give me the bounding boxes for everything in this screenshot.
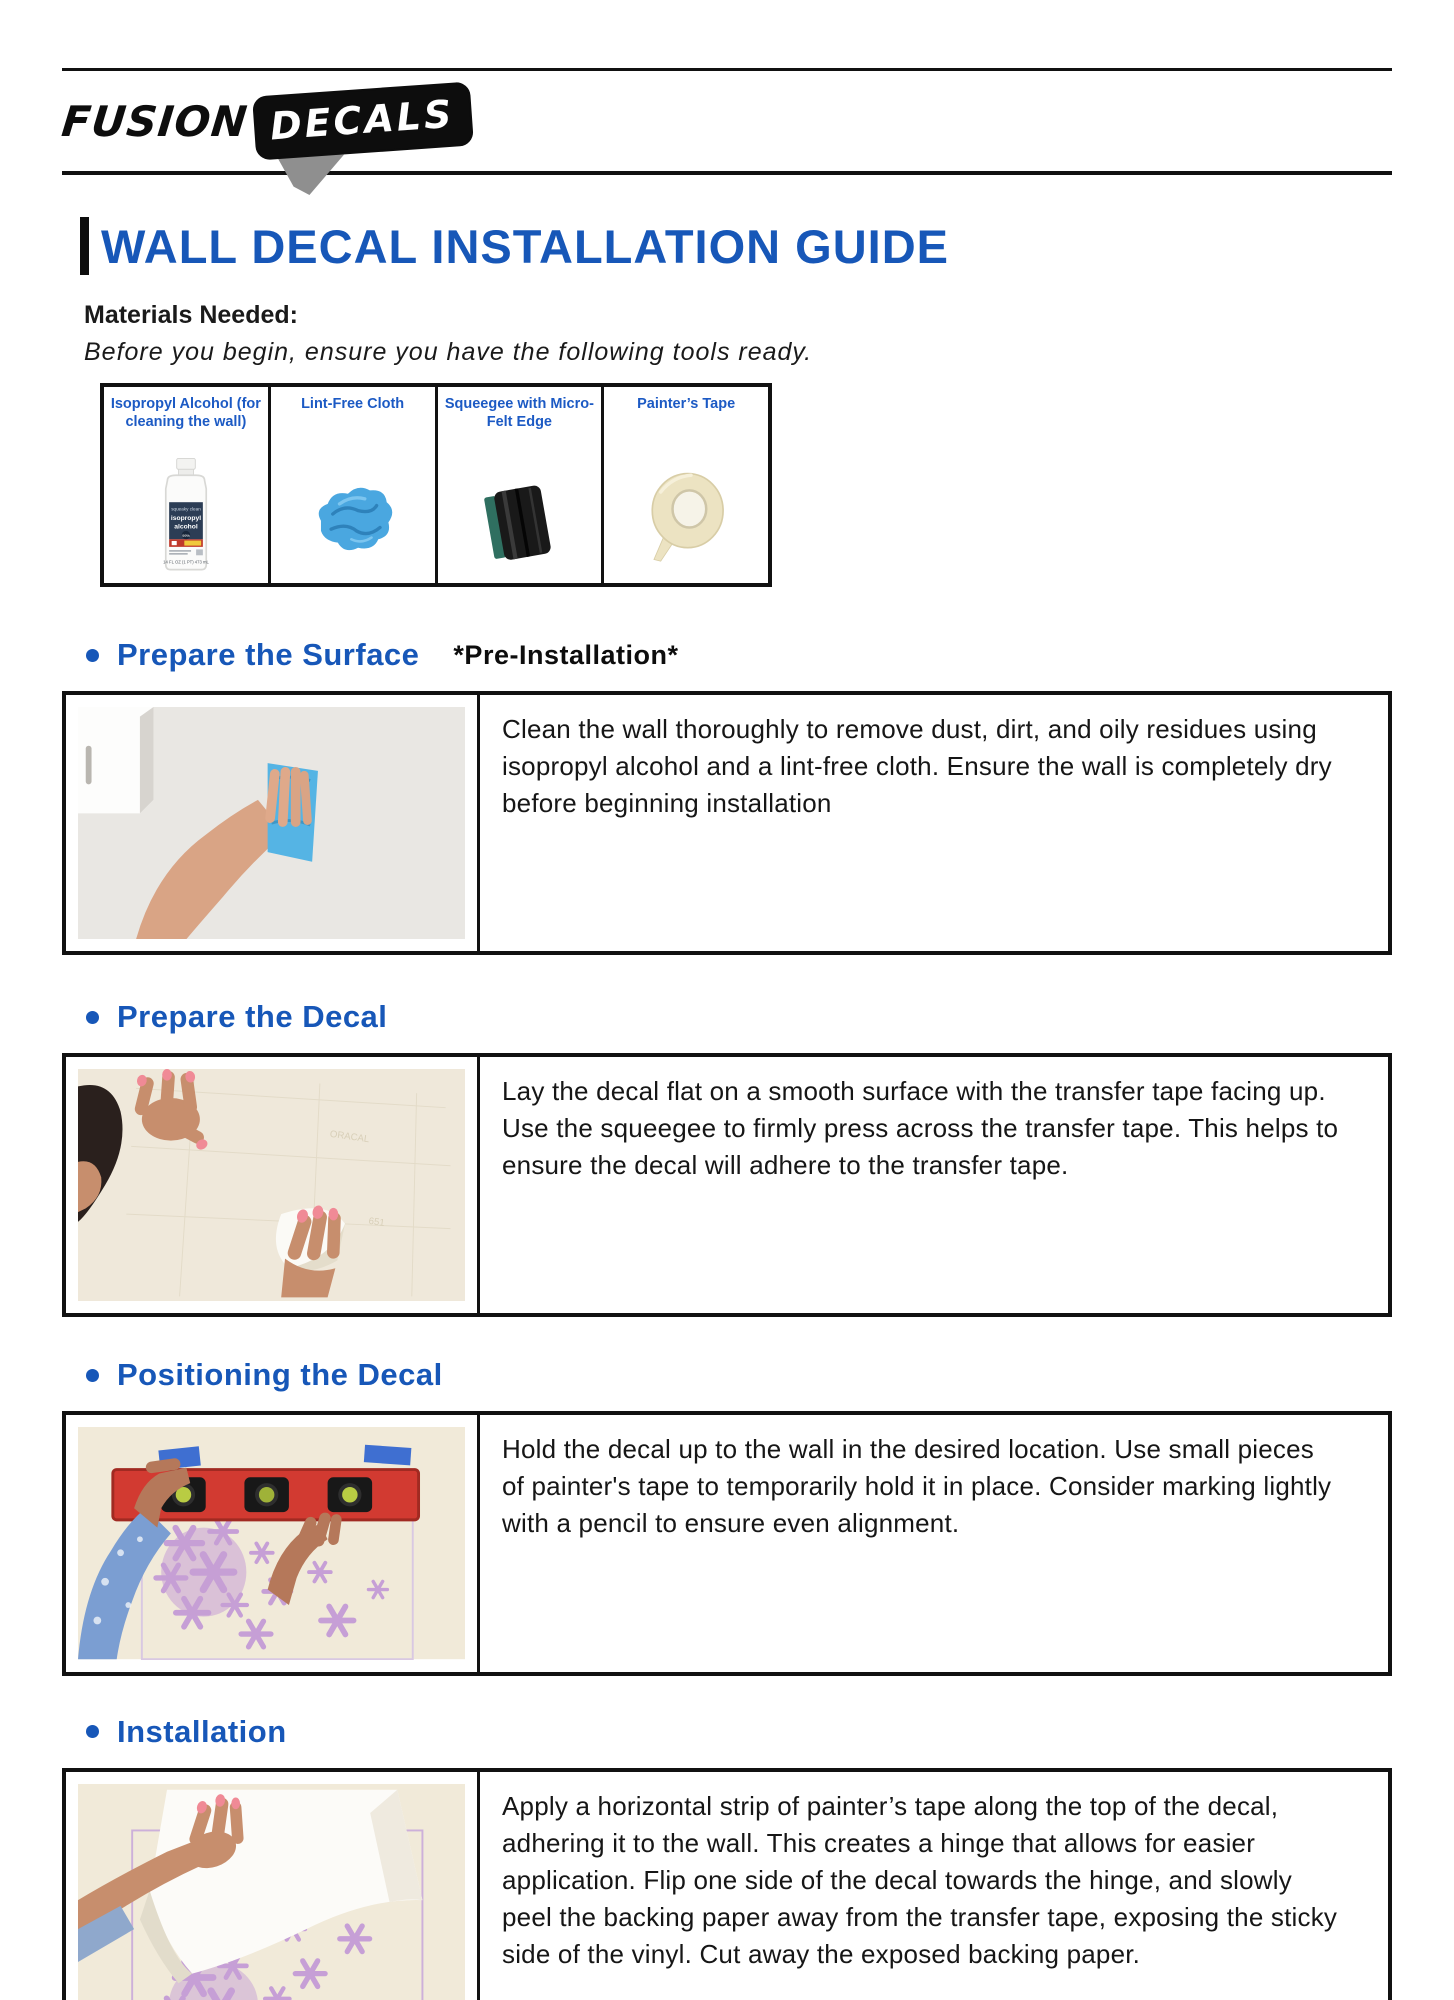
step-row-prepare-decal: [62, 1053, 1392, 1317]
bullet-icon: [86, 649, 99, 662]
step-instructions: Clean the wall thoroughly to remove dust, dirt, and oily residues using isopropyl alcohol and a lint-free cloth. Ensure the wall is completely dry before beginning installation: [502, 714, 1332, 818]
section-title: Prepare the Decal: [117, 999, 388, 1035]
bullet-icon: [86, 1011, 99, 1024]
hands-pressing-decal-photo: [78, 1069, 465, 1301]
title-row: [80, 217, 1392, 275]
step-row-positioning-decal: [62, 1411, 1392, 1675]
svg-text:14 FL OZ (1 PT) 473 mL: 14 FL OZ (1 PT) 473 mL: [163, 559, 209, 565]
section-heading-prepare-decal: [64, 999, 1392, 1035]
section-title: Installation: [117, 1713, 287, 1749]
bullet-icon: [86, 1725, 99, 1738]
materials-table: [100, 383, 772, 587]
pre-installation-note: *Pre-Installation*: [453, 639, 679, 670]
isopropyl-alcohol-bottle-icon: [121, 455, 251, 573]
svg-text:isopropyl: isopropyl: [170, 514, 202, 522]
material-item-squeegee: [435, 387, 602, 583]
section-heading-prepare-surface: [64, 637, 1392, 673]
title-accent-bar: [80, 217, 89, 275]
painters-tape-roll-icon: [621, 455, 751, 573]
squeegee-icon: [454, 455, 584, 573]
svg-text:alcohol: alcohol: [174, 523, 198, 531]
section-title: Prepare the Surface: [117, 637, 420, 672]
step-photo-cell: [66, 1415, 480, 1671]
header: [59, 71, 1392, 171]
section-heading-positioning-decal: [64, 1357, 1392, 1393]
step-photo-cell: [66, 1772, 480, 2000]
hand-peeling-backing-paper-photo: [78, 1784, 465, 2000]
section-title: Positioning the Decal: [117, 1357, 443, 1393]
material-label: Painter’s Tape: [637, 396, 736, 412]
step-instructions: Hold the decal up to the wall in the desired location. Use small pieces of painter's tape to temporarily hold it in place. Consider marking lightly with a pencil to ensure even alignment.: [502, 1434, 1332, 1539]
logo-fusion-text: FUSION: [59, 96, 251, 146]
svg-text:ORACAL: ORACAL: [329, 1128, 370, 1146]
svg-text:651: 651: [367, 1216, 386, 1230]
material-item-isopropyl-alcohol: [104, 387, 268, 583]
material-item-painters-tape: [601, 387, 768, 583]
svg-text:99%: 99%: [182, 533, 190, 538]
step-instructions: Apply a horizontal strip of painter’s tape along the top of the decal, adhering it to the wall. This creates a hinge that allows for easier application. Flip one side of the decal towards the hinge, and slowly peel the backing paper away from the transfer tape, exposing the sticky side of the vinyl. Cut away the exposed backing paper.: [502, 1790, 1338, 1969]
material-label: Lint-Free Cloth: [301, 396, 405, 412]
step-row-installation: [62, 1768, 1392, 2000]
fusion-decals-logo: [59, 91, 470, 151]
hand-wiping-wall-photo: [78, 707, 465, 939]
step-row-prepare-surface: [62, 691, 1392, 955]
logo-decals-text: DECALS: [268, 91, 456, 149]
bullet-icon: [86, 1369, 99, 1382]
svg-text:squeaky clean: squeaky clean: [171, 506, 201, 512]
material-label: Isopropyl Alcohol (for cleaning the wall): [110, 396, 261, 430]
section-heading-installation: [64, 1714, 1392, 1750]
materials-subheading: Before you begin, ensure you have the following tools ready.: [84, 338, 813, 366]
logo-decals-box: [254, 84, 472, 159]
header-divider: [62, 171, 1392, 175]
step-instructions: Lay the decal flat on a smooth surface with the transfer tape facing up. Use the squeegee to firmly press across the transfer tape. This helps to ensure the decal will adhere to the transfer tape.: [502, 1076, 1339, 1181]
step-photo-cell: [66, 695, 480, 951]
material-label: Squeegee with Micro-Felt Edge: [444, 396, 594, 430]
page-title: WALL DECAL INSTALLATION GUIDE: [101, 219, 949, 273]
materials-heading: Materials Needed:: [84, 301, 298, 329]
step-photo-cell: [66, 1057, 480, 1313]
hands-leveling-decal-photo: [78, 1427, 465, 1659]
material-item-lint-free-cloth: [268, 387, 435, 583]
lint-free-cloth-icon: [288, 455, 418, 573]
